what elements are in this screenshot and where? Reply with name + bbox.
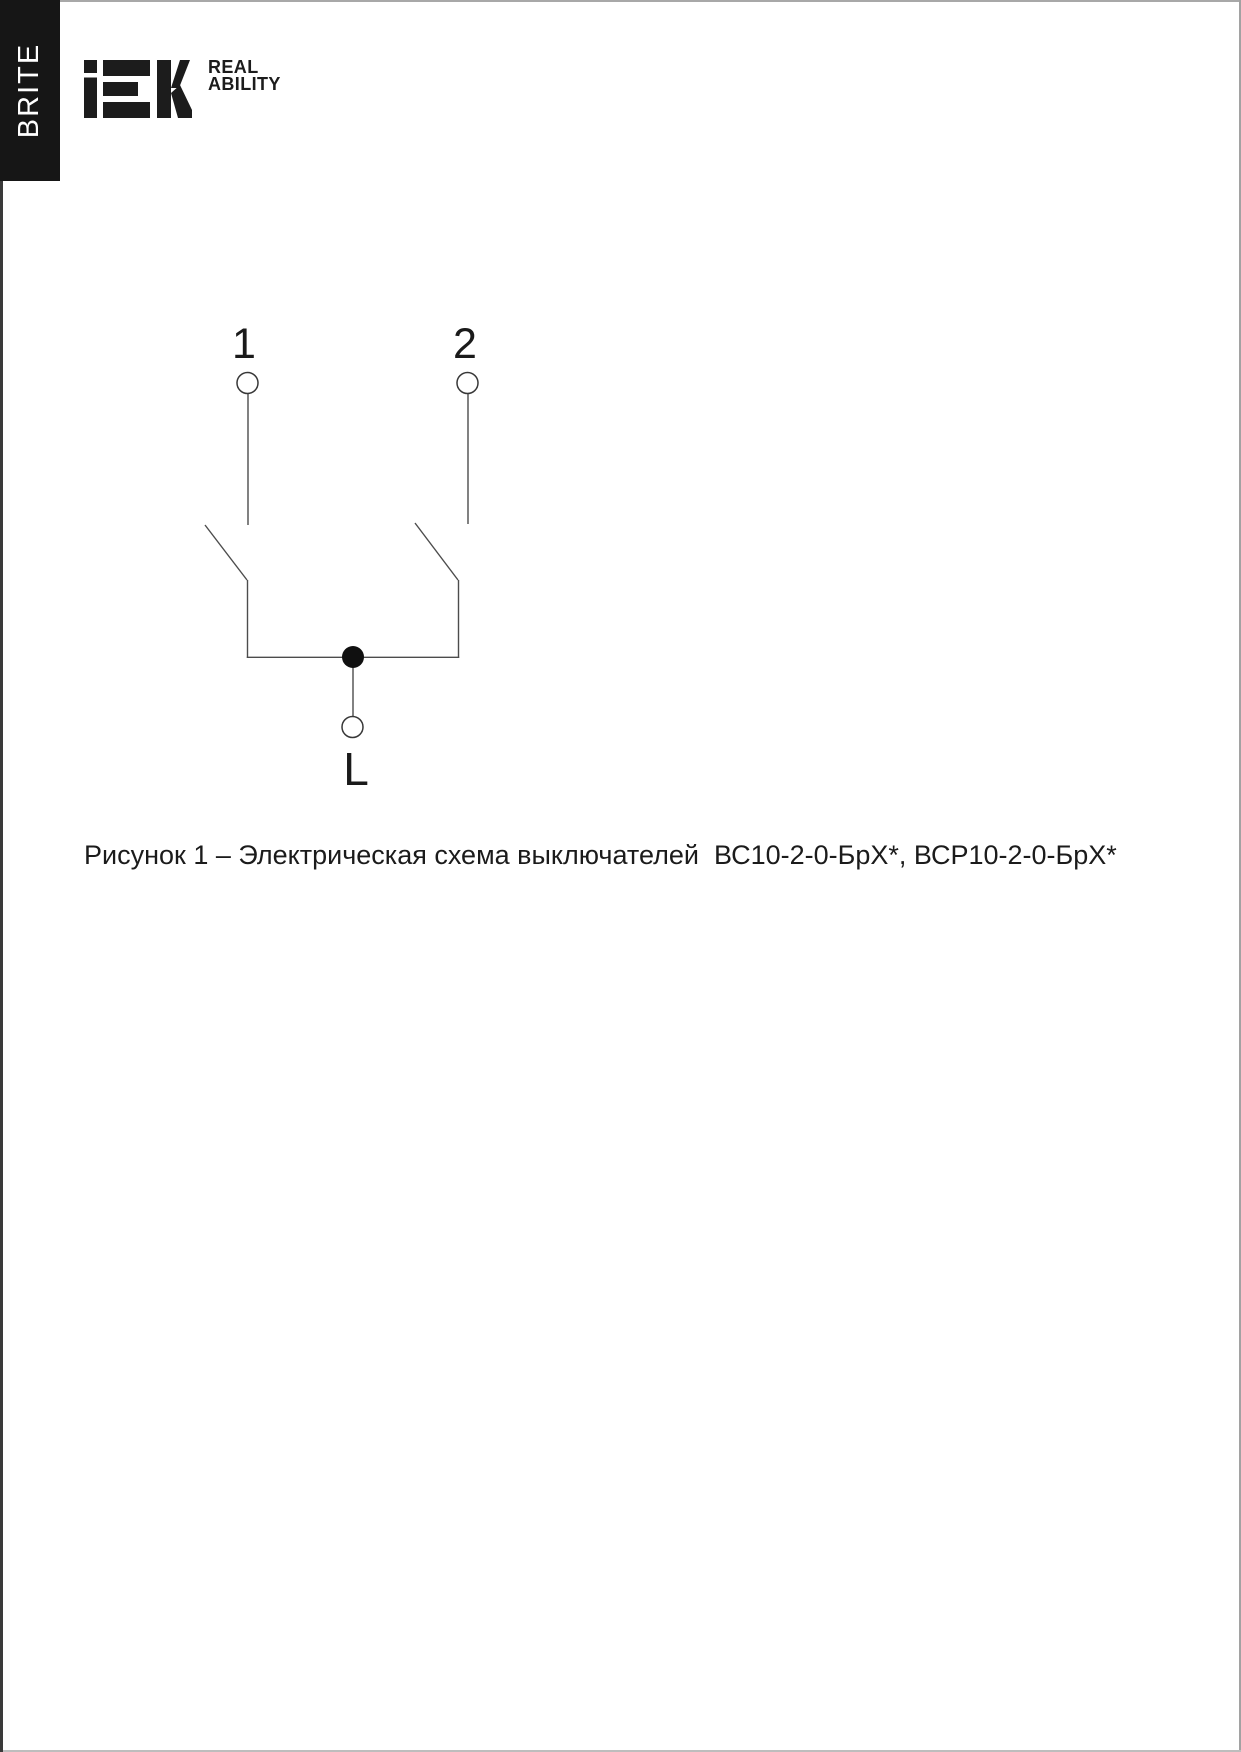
terminal-1-label: 1 xyxy=(232,320,256,368)
series-tab-label: BRITE xyxy=(13,42,46,139)
figure-caption: Рисунок 1 – Электрическая схема выключателей ВС10-2-0-БрХ*, ВСР10-2-0-БрХ* xyxy=(84,840,1117,870)
brand-tagline-line1: REAL xyxy=(208,57,259,77)
switch-2-blade xyxy=(415,523,458,580)
terminal-2-label: 2 xyxy=(453,320,477,368)
terminal-2-circle xyxy=(457,373,478,394)
junction-dot xyxy=(342,646,364,668)
terminal-l-label: L xyxy=(343,743,369,795)
terminal-l-circle xyxy=(342,717,363,738)
brand-tagline-line2: ABILITY xyxy=(208,74,281,94)
terminal-1-circle xyxy=(237,373,258,394)
switch-1-blade xyxy=(205,525,247,580)
